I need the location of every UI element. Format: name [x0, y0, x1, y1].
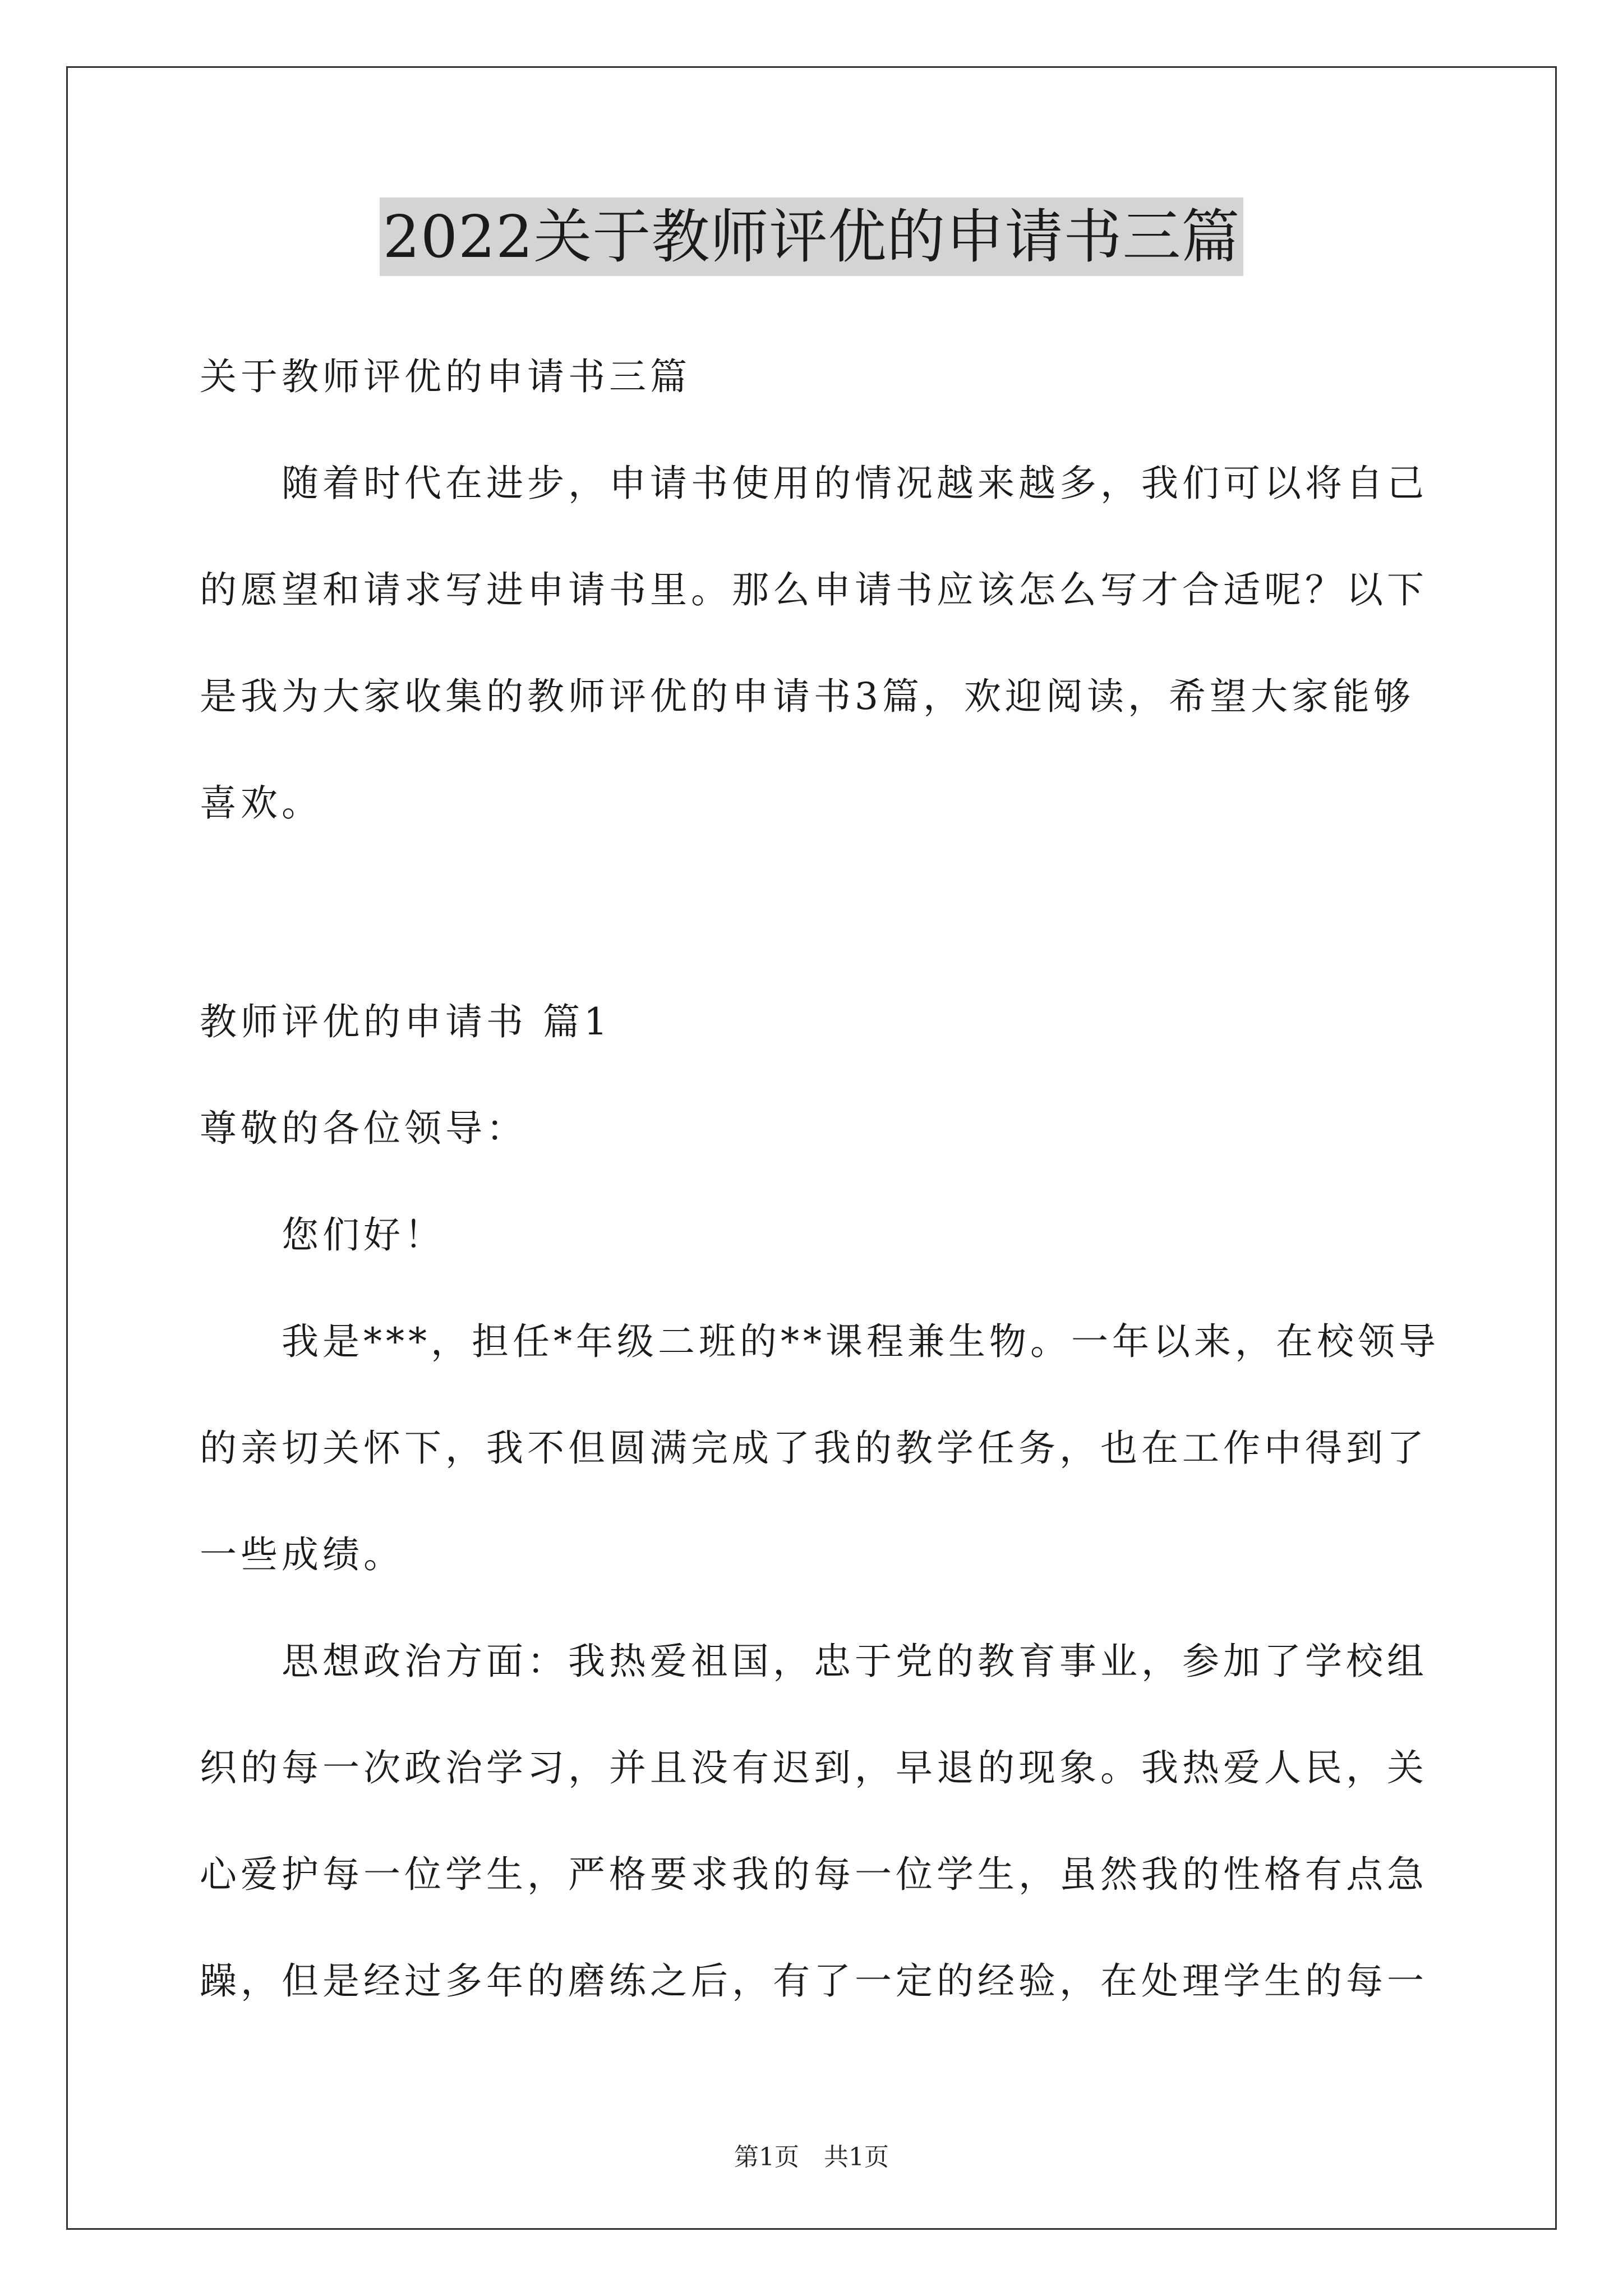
paragraph-line: 思想政治方面：我热爱祖国，忠于党的教育事业，参加了学校组: [282, 1640, 1428, 1683]
document-title: 2022关于教师评优的申请书三篇: [380, 197, 1244, 276]
greeting-line: 您们好！: [282, 1213, 445, 1257]
title-container: [0, 197, 1623, 276]
section-heading: 教师评优的申请书 篇1: [200, 1000, 611, 1043]
paragraph-line: 一些成绩。: [200, 1533, 404, 1576]
paragraph-line: 我是***，担任*年级二班的**课程兼生物。一年以来，在校领导: [282, 1320, 1440, 1363]
paragraph-line: 的亲切关怀下，我不但圆满完成了我的教学任务，也在工作中得到了: [200, 1427, 1428, 1470]
page-footer: 第1页 共1页: [734, 2143, 889, 2171]
paragraph-line: 喜欢。: [200, 781, 322, 825]
paragraph-line: 是我为大家收集的教师评优的申请书3篇，欢迎阅读，希望大家能够: [200, 675, 1414, 718]
paragraph-line: 织的每一次政治学习，并且没有迟到，早退的现象。我热爱人民，关: [200, 1746, 1428, 1789]
paragraph-line: 的愿望和请求写进申请书里。那么申请书应该怎么写才合适呢？以下: [200, 568, 1428, 611]
paragraph-line: 心爱护每一位学生，严格要求我的每一位学生，虽然我的性格有点急: [200, 1853, 1428, 1896]
subtitle-line: 关于教师评优的申请书三篇: [200, 355, 691, 398]
paragraph-line: 躁，但是经过多年的磨练之后，有了一定的经验，在处理学生的每一: [200, 1959, 1428, 2003]
salutation-line: 尊敬的各位领导：: [200, 1107, 527, 1150]
paragraph-line: 随着时代在进步，申请书使用的情况越来越多，我们可以将自己: [282, 462, 1428, 505]
